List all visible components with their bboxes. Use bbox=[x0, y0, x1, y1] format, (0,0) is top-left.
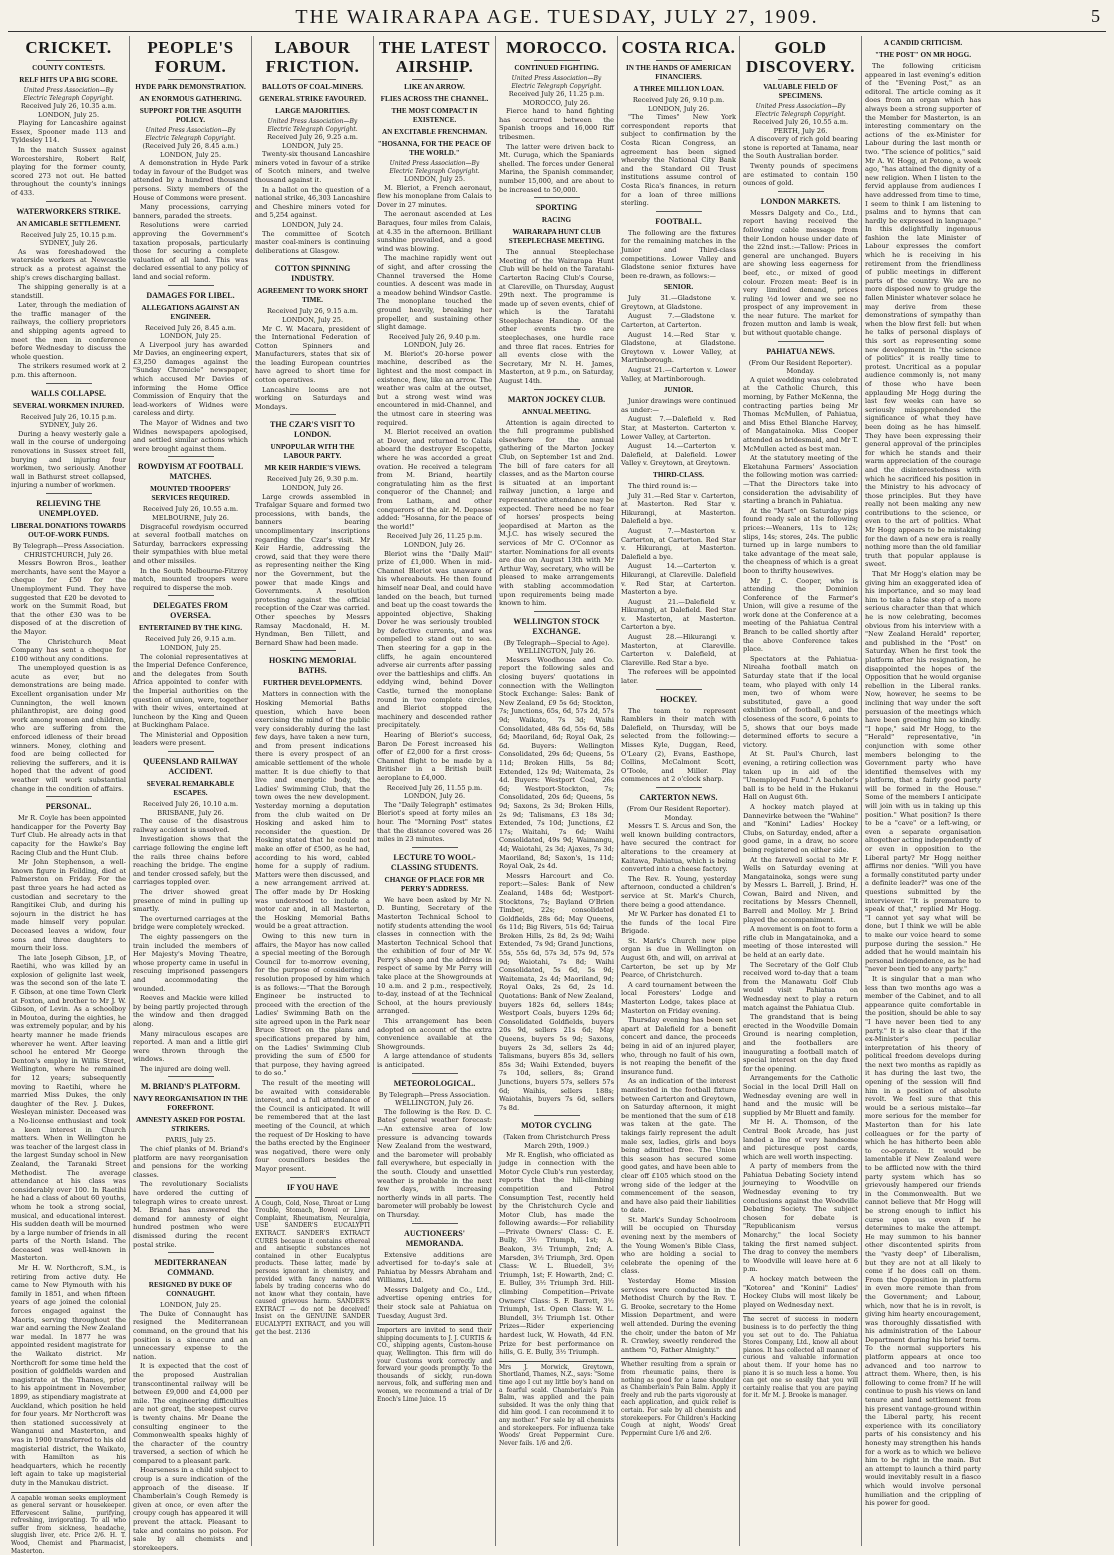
paragraph: The Rev. R. Young, yesterday afternoon, conducted a children's service at St. Mark's Church, there being a good attendance. bbox=[621, 875, 736, 909]
divider bbox=[290, 650, 336, 651]
divider bbox=[534, 389, 580, 390]
subheading: UNPOPULAR WITH THE LABOUR PARTY. bbox=[255, 443, 370, 461]
paragraph: Mr J. C. Cooper, who is attending the Dominion Conference of the Farmer's Union, will give a resume of the work done at the Conference at a meeting of the Pahiatua Central Branch to be called shortly after the above Conference takes place. bbox=[743, 577, 858, 654]
paragraph: August 21.—Dalefield v. Hikurangi, at Dalefield. Red Star v. Masterton, at Masterton. Carterton a bye. bbox=[621, 598, 736, 632]
paragraph: A Liverpool jury has awarded Mr Davies, an engineering expert, £3,250 damages against the "Sunday Chronicle" newspaper, which accused Mr Davies of informing the Home Office Commission of Enquiry that the lead-workers of Widnes were careless and dirty. bbox=[133, 341, 248, 418]
paragraph: That Mr Hogg's elation may be giving him an exaggerated idea of his importance, and so may lead him to take a false step of a more serious character than that which he is now celebrating, becomes obvious from his interview with a "New Zealand Herald" reporter, and published in the "Post" on Saturday. When he first took the platform after his resignation, he disappointed the hopes of the Opposition that he would organise rebellion in the Liberal ranks. Now, however, he seems to be inclining that way under the soft persuasion of the meetings which have been greeting him so kindly. "I hope," said Mr Hogg, to the "Herald" representative, "in conjunction with some other members belonging to the Government party who have identified themselves with my platform, that a fairly good party will be formed in the House." Some of the members I anticipate will join with us in taking up this position." What position? Is there to be a "cave" or a left-wing, or even a separate organisation altogether acting independently of or even in opposition to the Liberal party? Mr Hogg neither affirms nor denies. "Will you have a formally constituted party under a definite leader?" was one of the questions submitted by the interviewer. "It is premature to speak of that," replied Mr Hogg. "I cannot yet say what will be done, but I think we will be able to make our voice heard to some purpose during the session." He added that he would maintain his personal independence, as he had "never been tied to any party." bbox=[865, 570, 981, 974]
paragraph: Hoarseness in a child subject to croup is a sure indication of the approach of the disease. If Chamberlain's Cough Remedy is given at once, or even after the croupy cough has appeared it will prevent the attack. Pleasant to take and contains no poison. For sale by all chemists and storekeepers. bbox=[133, 1466, 248, 1552]
subheading: LARGE MAJORITIES. bbox=[255, 107, 370, 116]
subheading: ALLEGATIONS AGAINST AN ENGINEER. bbox=[133, 304, 248, 322]
paragraph: A party of members from the Pahiatua Debating Society intend journeying to Woodville on Wednesday evening to try conclusions against the Woodville Debating Society. The subject chosen for debate is "Republicanism versus Monarchy," the local Society taking the first named subject. The drag to convey the members to Woodville will leave here at 6 p.m. bbox=[743, 1162, 858, 1274]
paragraph: Fierce hand to hand fighting has occurred between the Spanish troops and 16,000 Riff tribesmen. bbox=[499, 107, 614, 141]
page-number: 5 bbox=[1091, 6, 1100, 27]
paragraph: It is singular that a man who less than two months ago was a member of the Cabinet, and to all appearance quite comfortable in the position, should be able to say "I have never been tied to any party." It is also clear that if the ex-Minister's peculiar interpretation of his theory of political freedom develops during the next two months as rapidly as it has during the last two, the opening of the session will find him in a position of absolute revolt. We feel sure that this would be a serious mistake—far more serious for the member for Masterton than for his late colleagues or for the party of which he has hitherto been able to co-operate. It would be lamentable if New Zealand were to be afflicted now with the third party system which has so grievously hampered our friends in the Commonwealth. But we cannot believe that Mr Hogg will be strong enough to inflict his curse upon us even if he determines to make the attempt. He may summon to his banner other discontented spirits from the "vasty deep" of Liberalism, but they are not at all likely to come if he does call on them. From the Opposition in platform in even more remote than from the Government; and Labour, which, now that he is in revolt, is giving him hearty encouragement, was thoroughly dissatisfied with his administration of the Labour Department during his brief term. To the normal supporters his platform appears at once too advanced and too narrow to attract them. Where, then, is his following to come from? If he will continue to push his views on land tenure and land settlement from his present vantage-ground within the Liberal party, his recent experience with its conciliatory parts of his consistency and his honesty may strengthen his hands for a work as to which we believe him to be right in the main. But an attempt to launch a third party would inevitably result in a fiasco which would involve personal humiliation and the crippling of his power for good. bbox=[865, 975, 981, 1508]
subheading: SEVERAL WORKMEN INJURED. bbox=[11, 402, 126, 411]
paragraph: The revolutionary Socialists have ordered the cutting of telegraph wires to create unrest. M. Briand has answered the demand for amnesty of eight hundred postmen who were dismissed during the recent postal strike. bbox=[133, 1180, 248, 1249]
paragraph: Many processions, carrying banners, paraded the streets. bbox=[133, 203, 248, 220]
subheading: CHANGE OF PLACE FOR MR PERRY'S ADDRESS. bbox=[377, 876, 492, 894]
section-heading: DAMAGES FOR LIBEL. bbox=[133, 291, 248, 301]
divider bbox=[290, 414, 336, 415]
advertisement: A Cough, Cold, Nose, Throat or Lung Trouble, Stomach, Bowel or Liver Complaint, Rheumatism, Neuralgia, USE SANDER'S EUCALYPTI EXTRACT. SANDER'S EXTRACT CURES because it contains ethereal and antiseptic substances not contained in other Eucalyptus products. These latter, made by persons ignorant in chemistry, and provided with fancy names and labels by trading concerns who do not know what they contain, have caused grievous harm. SANDER'S EXTRACT — do not be deceived! Insist on the GENUINE SANDER EUCALYPTI EXTRACT, and you will get the best. 2136 bbox=[255, 1197, 370, 1337]
dateline: LONDON, July 25. bbox=[133, 644, 248, 653]
subheading: COUNTY CONTESTS. bbox=[11, 64, 126, 73]
dateline: Received July 26, 9.10 p.m. bbox=[621, 96, 736, 105]
dateline: Received July 26, 8.45 a.m. bbox=[133, 324, 248, 333]
paragraph: During a heavy westerly gale a wall in the course of undergoing renovations in Sussex street fell, burying and injuring four workmen, two seriously. Another wall in Bathurst street collapsed, injuring a number of workmen. bbox=[11, 430, 126, 490]
paragraph: M. Bleriot received an ovation at Dover, and returned to Calais aboard the destroyer Escopette, where he was accorded a great ovation. He received a telegram from M. Briand, heartily congratulating him as the first conqueror of the Channel; and from Latham, and other conquerors of the air. M. Depasse added: "Hosanna, for the peace of the world!" bbox=[377, 428, 492, 531]
subheading: SEVERAL REMARKABLE ESCAPES. bbox=[133, 780, 248, 798]
paragraph: Extensive additions are advertised for to-day's sale at Pahiatua by Messrs Abraham and Williams, Ltd. bbox=[377, 1251, 492, 1285]
dateline: MELBOURNE, July 26. bbox=[133, 514, 248, 523]
subheading: MOUNTED TROOPERS' SERVICES REQUIRED. bbox=[133, 485, 248, 503]
paragraph: August 21.—Carterton v. Lower Valley, at Martinborough. bbox=[621, 366, 736, 383]
masthead bbox=[0, 0, 1114, 34]
paragraph: M. Bleriot, a French aeronaut, flew his monoplane from Calais to Dover in 27 minutes. bbox=[377, 184, 492, 210]
paragraph: A large attendance of students is anticipated. bbox=[377, 1052, 492, 1069]
divider bbox=[168, 79, 214, 80]
dateline: BRISBANE, July 26. bbox=[133, 809, 248, 818]
divider bbox=[168, 456, 214, 457]
credit-line: United Press Association—By Electric Telegraph Copyright. bbox=[743, 103, 858, 118]
paragraph: In a ballot on the question of a national strike, 46,303 Lancashire and Cheshire miners voted for and 5,254 against. bbox=[255, 186, 370, 220]
paragraph: August 28.—Hikurangi v. Masterton, at Clareville. Carterton v. Dalefield, at Clareville. Red Star a bye. bbox=[621, 633, 736, 667]
paragraph: The "Daily Telegraph" estimates Bleriot's speed at forty miles an hour. The "Morning Post" states that the distance covered was 26 miles in 23 minutes. bbox=[377, 801, 492, 844]
advertisement: Mrs J. Morwick, Greytown, Shortland, Thames, N.Z., says: "Some time ago I cut my little boy's hand on a fearful scald. Chamberlain's Pain Balm, was applied and the pain subsided. It was the only thing that did him good. I can recommend it to any mother." For sale by all chemists and storekeepers. For influenza take Woods' Great Peppermint Cure. Never fails. 1/6 and 2/6. bbox=[499, 1361, 614, 1448]
dateline: LONDON, July 25. bbox=[133, 151, 248, 160]
paragraph: A hockey match played at Dannevirke between the "Wahine" and "Konini" Ladies' Hockey Clubs, on Saturday, ended, after a good game, in a draw, no score being registered on either side. bbox=[743, 803, 858, 855]
divider bbox=[46, 201, 92, 202]
divider bbox=[46, 383, 92, 384]
paragraph: The committee of Scotch master coal-miners is continuing deliberations at Glasgow. bbox=[255, 230, 370, 256]
dateline: LONDON, July 25. bbox=[255, 316, 370, 325]
subheading: AGREEMENT TO WORK SHORT TIME. bbox=[255, 287, 370, 305]
paragraph: The Ministerial and Opposition leaders were present. bbox=[133, 731, 248, 748]
article-headline: MOROCCO. bbox=[499, 38, 614, 57]
section-heading: AUCTIONEERS' MEMORANDA. bbox=[377, 1229, 492, 1249]
paragraph: The aeronaut ascended at Les Baraques, four miles from Calais, at 4.35 in the afternoon. Brilliant sunshine prevailed, and a good wind was blowing. bbox=[377, 210, 492, 253]
subheading: SENIOR. bbox=[621, 283, 736, 292]
section-heading: WELLINGTON STOCK EXCHANGE. bbox=[499, 617, 614, 637]
paragraph: The unemployed question is as acute as ever, but no demonstrations are being made. Excellent organisation under Mr Cunnington, the well known philanthropist, are doing good work among women and children, who are suffering from the enforced idleness of their bread winners. Money, clothing and food are being collected for relieving the sufferers, and it is hoped that the advent of good weather will work substantial change in the condition of affairs. bbox=[11, 664, 126, 793]
divider bbox=[412, 1223, 458, 1224]
dateline: Received July 26, 9.30 p.m. bbox=[255, 475, 370, 484]
paragraph: A card tournament between the local Foresters' Lodge and Masterton Lodge, takes place at Masterton on Friday evening. bbox=[621, 981, 736, 1015]
dateline: Received July 26, 10.10 a.m. bbox=[133, 800, 248, 809]
dateline: SYDNEY, July 26. bbox=[11, 421, 126, 430]
divider bbox=[534, 60, 580, 61]
paragraph: Yesterday Home Mission services were conducted in the Methodist Church by the Rev. T. G. Brooke, secretary to the Home Mission Department, and were well attended. During the evening the choir, under the baton of Mr R. Crawley, sweetly rendered the anthem "O, Father Almighty." bbox=[621, 1277, 736, 1354]
paragraph: The shipping generally is at a standstill. bbox=[11, 283, 126, 300]
advertisement: The secret of success in modern business is to do perfectly the thing you set out to do. The Pahiatua Stores Company, Ltd., know all about pianos. It has collected all manner of curious and valuable information about them. If your home has no piano it is so much less a home. You can get one so easily that you will certainly realise that you are paying for it. Mr M. J. Brooke is manager. bbox=[743, 1313, 858, 1400]
dateline: LONDON, July 25. bbox=[133, 1301, 248, 1310]
subheading: A CANDID CRITICISM. bbox=[865, 39, 981, 48]
column-1 bbox=[8, 36, 130, 1546]
divider bbox=[656, 211, 702, 212]
paragraph: The eighty passengers on the train included the members of Her Majesty's Moving Theatre, whose property came in useful in rescuing imprisoned passengers and accommodating the wounded. bbox=[133, 933, 248, 993]
divider bbox=[656, 60, 702, 61]
dateline: PARIS, July 25. bbox=[133, 1136, 248, 1145]
subheading: AN AMICABLE SETTLEMENT. bbox=[11, 220, 126, 229]
paragraph: The colonial representatives at the Imperial Defence Conference, and the delegates from South Africa appointed to confer with the Imperial authorities on the question of union, were, together with their wives, entertained at luncheon by the King and Queen at Buckingham Palace. bbox=[133, 653, 248, 730]
section-heading: PAHIATUA NEWS. bbox=[743, 347, 858, 357]
paragraph: The Mayor of Widnes and two Widnes newspapers apologised, and settled similar actions which were brought against them. bbox=[133, 419, 248, 453]
paragraph: Twenty-six thousand Lancashire miners voted in favour of a strike of Scotch miners, and twelve thousand against it. bbox=[255, 150, 370, 184]
divider bbox=[656, 787, 702, 788]
paragraph: A demonstration in Hyde Park today in favour of the Budget was attended by a hundred thousand persons. Sixty members of the House of Commons were present. bbox=[133, 159, 248, 202]
divider bbox=[534, 197, 580, 198]
columns bbox=[8, 36, 1106, 1546]
paragraph: Thursday evening has been set apart at Dalefield for a benefit concert and dance, the proceeds being in aid of an injured player, who, through no fault of his own, is not reaping the benefit of the insurance fund. bbox=[621, 1016, 736, 1076]
dateline: By Telegraph—Press Association. CHRISTCHURCH, July 26. bbox=[11, 542, 126, 559]
credit-line: United Press Association—By Electric Telegraph Copyright. bbox=[499, 75, 614, 90]
divider bbox=[778, 341, 824, 342]
paragraph: August 14.—Red Star v. Gladstone, at Gladstone. Greytown v. Lower Valley, at Martinborough. bbox=[621, 331, 736, 365]
divider bbox=[46, 493, 92, 494]
paragraph: Mr C. W. Macara, president of the International Federation of Cotton Spinners and Manufacturers, states that six of the leading European countries have agreed to short time for cotton operatives. bbox=[255, 325, 370, 385]
advertisement: Importers are invited to send their shipping documents to J. J. CURTIS & CO., shipping agents, Custom-house quay, Wellington. This firm will do your Customs work correctly and forward your goods promptly. To the thousands of sickly, run-down nervous, folk, and suffering men and women, we recommend a trial of Dr Enoch's Lime Juice. 15 bbox=[377, 1324, 492, 1403]
subheading: HYDE PARK DEMONSTRATION. bbox=[133, 83, 248, 92]
dateline: Received July 26, 11.25 p.m. bbox=[499, 90, 614, 99]
divider bbox=[46, 60, 92, 61]
paragraph: Reeves and Mackie were killed by being partly projected through the window and then dragged along. bbox=[133, 994, 248, 1028]
article-headline: GOLD DISCOVERY. bbox=[743, 38, 858, 76]
paragraph: The Secretary of the Golf Club received word to-day that a team from the Manawatu Golf Club would visit Pahiatua on Wednesday next to play a return match against the Pahiatua Club. bbox=[743, 961, 858, 1013]
paragraph: The result of the meeting will be awaited with considerable interest, and a full attendance of the Council is anticipated. It will be remembered that at the last meeting of the Council, at which the request of Dr Hosking to have the baths erected by the Engineer was negatived, there were only four councillors besides the Mayor present. bbox=[255, 1079, 370, 1174]
paragraph: St. Mark's Sunday Schoolroom will be occupied on Thursday evening next by the members of the Young Women's Bible Class, who are holding a social to celebrate the opening of the class. bbox=[621, 1216, 736, 1276]
divider bbox=[290, 258, 336, 259]
dateline: Received July 26, 10.15 p.m. bbox=[11, 413, 126, 422]
subheading: LIKE AN ARROW. bbox=[377, 83, 492, 92]
dateline: LONDON, July 26. bbox=[377, 341, 492, 350]
advertisement: A capable woman seeks employment as general servant or housekeeper. Effervescent Saline, purifying, refreshing, invigorating. To all who suffer from sickness, headache, sluggish liver, etc. Price 2/6. H. T. Wood, Chemist and Pharmacist, Masterton. bbox=[11, 1492, 126, 1555]
paragraph: At St. Paul's Church, last evening, a retiring collection was taken up in aid of the "Unemployed Fund." A bachelor's ball is to be held in the Hukanui Hall on August 6th. bbox=[743, 750, 858, 802]
paragraph: Matters in connection with the Hosking Memorial Baths question, which have been exercising the mind of the public very considerably during the last few days, have taken a new turn, and from present indications there is every prospect of an amicable settlement of the whole matter. It is due chiefly to that live and energetic body, the Ladies' Swimming Club, that the town owes the new development. Yesterday morning a deputation from the club waited on Dr Hosking and asked him to reconsider the question. Dr Hosking stated that he could not make an offer of £500, as he had, according to his word, cabled home for a supply of radium. Matters were then discussed, and a new arrangement arrived at. The offer made by Dr Hosking was understood to include a motor car and, in all Masterton, the Hosking Memorial Baths would be a great attraction. bbox=[255, 690, 370, 931]
credit-line: United Press Association—By Electric Telegraph Copyright. bbox=[11, 87, 126, 102]
dateline: Received July 25, 10.15 p.m. bbox=[11, 231, 126, 240]
credit-line: United Press Association—By Electric Telegraph Copyright. bbox=[377, 160, 492, 175]
paragraph: The following criticism appeared in last evening's edition of the "Evening Post," as an editoral. The article coming as it does from an organ which has always been a strong supporter of the Member for Masterton, is an interesting commentary on the actions of the ex-Minister for Labour during the last month or two. "The science of politics," said Mr A. W. Hogg, at Petone, a week ago, "has attained the dignity of a new religion. When I listen to the fervid applause from audiences I have addressed from time to time, I seem to think I am listening to psalms and to hymns that can hardly be expressed in language." In this delightfully ingenuous fashion the late Minister of Labour expresses the comfort which he is receiving in his retirement from the friendliness of public meetings in different parts of the country. We are no more disposed now to grudge the fallen Minister whatever solace he may derive from these demonstrations of sympathy than when the blow first fell: but when he talks of personal displays of this sort as representing some new development in "the science of politics" it is really time to protest. Uncritical as a popular audience commonly is, not many of those who have been applauding Mr Hogg during the last few weeks can have so seriously misapprehended the significance of what they have been doing as he has himself. They have been expressing their general approval of the principles for which he stands and their warm appreciation of the courage and the disinterestedness with which he sacrificed his position in the Ministry to his advocacy of those principles. But they have really not been making any new contributions to the science, or even to the art of politics. What Mr Hogg appears to be mistaking for the dawn of a new era is really nothing more than the old familiar truth that popular applause is sweet. bbox=[865, 62, 981, 569]
column-6 bbox=[618, 36, 740, 1546]
masthead-rule bbox=[8, 31, 1106, 32]
divider bbox=[534, 611, 580, 612]
dateline: LONDON, July 24. bbox=[255, 221, 370, 230]
paragraph: In the South Melbourne-Fitzroy match, mounted troopers were required to disperse the mob. bbox=[133, 567, 248, 593]
paragraph: The strikers resumed work at 2 p.m. this afternoon. bbox=[11, 362, 126, 379]
subheading: IN THE HANDS OF AMERICAN FINANCIERS. bbox=[621, 64, 736, 82]
paragraph: Mr R. English, who officiated as judge in connection with the Motor Cycle Club's run yesterday, reports that the hill-climbing competition and Petrol Consumption Test, recently held by the Christchurch Cycle and Motor Club, has made the following awards:—For reliability—Private Owners' Class: C. E. Bully, 3½ Triumph, 1st; A. Beakon, 3½ Triumph, 2nd; A. Marsden, 3½ Triumph, 3rd. Open Class: W. L. Bluedell, 3½ Triumph, 1st; F. Howarth, 2nd; C. E. Bulley, 3½ Triumph 3rd. Hill-climbing Competition—Private Owners' Class: S. F. Barrett, 3½ Triumph, 1st. Open Class: W. L. Blundell, 3½ Triumph 1st. Other Prizes—Rider experiencing hardest luck, W. Howath, 4d F.N. Prize for best performance on hills, G. E. Bully, 3½ Triumph. bbox=[499, 1151, 614, 1357]
paragraph: A quiet wedding was celebrated at the Catholic Church, this morning, by Father McKenna, the contracting parties being Mr Thomas McMullen, of Pahiatua, and Miss Ethel Blanche Harvey, of Mangatainoka. Miss Cooper attended as bridesmaid, and Mr T. McMullen acted as best man. bbox=[743, 376, 858, 453]
paragraph: Messrs T. S. Arcus and Son, the well known building contractors, have secured the contract for alterations to the creamery at Kaitawa, Pahiatua, which is being converted into a cheese factory. bbox=[621, 822, 736, 874]
paragraph: The chief planks of M. Briand's platform are navy reorganisation and pensions for the working classes. bbox=[133, 1145, 248, 1179]
dateline: LONDON, July 26. bbox=[377, 541, 492, 550]
paragraph: The third round is:— bbox=[621, 482, 736, 491]
dateline: (From Our Resident Reporter). Monday. bbox=[621, 805, 736, 822]
paragraph: In the match Sussex against Worcestershire, Robert Relf, playing for the former county, scored 273 not out. He batted throughout the county's innings of 433. bbox=[11, 146, 126, 198]
paragraph: We have been asked by Mr N. D. Bunting, Secretary of the Masterton Technical School to notify students attending the wool classes in connection with the Masterton Technical School that the exhibition of four of Mr W. Perry's sheep and the address in respect of same by Mr Perry will take place at the Showgrounds at 10 a.m. and 2 p.m., respectively, to-day, instead of at the Technical School, at the hours previously arranged. bbox=[377, 896, 492, 1016]
section-heading: THE CZAR'S VISIT TO LONDON. bbox=[255, 420, 370, 440]
dateline: LONDON, July 26. bbox=[377, 792, 492, 801]
paragraph: Mr H. W. Northcroft, S.M., is retiring from active duty. He came to New Plymouth with his family in 1851, and when fifteen years of age joined the colonial forces engaged against the Maoris, serving throughout the war and earning the New Zealand war medal. In 1877 he was appointed resident magistrate for the Waikato district. Mr Northcroft for some time held the position of goldfields warden and magistrate at the Thames, prior to his appointment in November, 1899, as stipendiary magistrate at Auckland, which position he held for four years. Mr Northcroft was then stationed successively at Wanganui and Masterton, and was in 1900 transferred to his old magisterial district, the Waikato, with Hamilton as his headquarters, which he recently left again to take up magisterial duty in the Manukau district. bbox=[11, 1264, 126, 1487]
paragraph: A movement is on foot to form a rifle club in Mangatainoka, and a meeting of those interested will be held at an early date. bbox=[743, 925, 858, 959]
dateline: Received July 26, 11.25 p.m. bbox=[377, 532, 492, 541]
dateline: Received July 26, 9.40 p.m. bbox=[377, 333, 492, 342]
subheading: CONTINUED FIGHTING. bbox=[499, 64, 614, 73]
credit-line: United Press Association—By Electric Telegraph Copyright. bbox=[133, 127, 248, 142]
section-heading: QUEENSLAND RAILWAY ACCIDENT. bbox=[133, 757, 248, 777]
paragraph: This arrangement has been adopted on account of the extra convenience available at the Showgrounds. bbox=[377, 1017, 492, 1051]
paragraph: Attention is again directed to the full programme published elsewhere for the annual gathering of the Marton Jockey Club, on September 1st and 2nd. The bill of fare caters for all classes, and as the Marton course is situated at an important railway junction, a large and representative attendance may be expected. There need be no fear of horses' prospects being jeopardised at Marton as the M.J.C. has wisely secured the services of Mr C. O'Connor as starter. Nominations for all events are due on August 13th with Mr Arthur Way, secretary, who will be pleased to make arrangements with stabling accommodation upon requirements being made known to him. bbox=[499, 419, 614, 608]
subheading: WAIRARAPA HUNT CLUB STEEPLECHASE MEETING. bbox=[499, 228, 614, 246]
divider bbox=[168, 595, 214, 596]
paragraph: At the farewell social to Mr F. Wells on Saturday evening at Mangatainoka, songs were sung by Messrs L. Barrell, J. Brind, H. Cowan, Baird and Niven, and recitations by Messrs Chennell, Barrell and Molloy. Mr J. Brind played the accompaniment. bbox=[743, 856, 858, 925]
paragraph: The annual Steeplechase Meeting of the Wairarapa Hunt Club will be held on the Taratahi-Carterton Racing Club's Course, at Clareville, on Thursday, August 29th next. The programme is made up of seven events, chief of which is the Taratahi Steeplechase Handicap. Of the other events two are steeplechases, one hurdle race and three flat races. Entries for all events close with the Secretary, Mr N. H. James, Masterton, at 9 p.m., on Saturday, August 14th. bbox=[499, 248, 614, 386]
paragraph: Lancashire looms are not working on Saturdays and Mondays. bbox=[255, 386, 370, 412]
section-heading: PERSONAL. bbox=[11, 802, 126, 812]
paragraph: August 7.—Gladstone v. Carterton, at Carterton. bbox=[621, 312, 736, 329]
column-3 bbox=[252, 36, 374, 1546]
subheading: FURTHER DEVELOPMENTS. bbox=[255, 679, 370, 688]
paragraph: August 14.—Carterton v. Dalefield, at Dalefield. Lower Valley v. Greytown, at Greytown. bbox=[621, 442, 736, 468]
paragraph: Messrs Harcourt and Co. report:—Sales: Bank of New Zealand, 148s 6d; Westport-Stocktons, 7s; Bayland O'Brien Timber, 22s; consolidated Goldfields, 28s 6d; May Queens, 6s 11d; Big Rivers, 51s 6d; Tairua Broken Hills, 2s 8d, 2s 9d; Waihi Extended, 7s 9d; Grand Junctions, 55s, 55s 6d, 57s 3d, 57s 9d, 57s 9d; Waiotahi, 7s 8d; Waihi Consolidated, 5s 6d, 5s 9d; Waitemata, 2s 4d; Maoriland, 9d; Royal Oaks, 2s 6d, 2s 1d. Quotations: Bank of New Zealand, buyers 182s 6d, sellers 184s; Westport Coals, buyers 129s 6d; Consolidated Goldfields, buyers 20s 9d, sellers 21s 6d; May Queens, buyers 5s 9d; Saxons, buyers 2s 3d, sellers 2s 4d; Talismans, buyers 85s 3d, sellers 85s 3d; Waihi Extended, buyers 7s 10d, sellers, 8s; Grand Junctions, buyers 57s, sellers 57s 6d; Waihis, sellers 188s; Waiotahis, buyers 7s 6d, sellers 7s 8d. bbox=[499, 872, 614, 1113]
paragraph: Junior drawings were continued as under:— bbox=[621, 397, 736, 414]
article-headline: CRICKET. bbox=[11, 38, 126, 57]
paragraph: Mr R. Coyle has been appointed handicapper for the Poverty Bay Turf Club. He already acts in that capacity for the Hawke's Bay Racing Club and the Hunt Club. bbox=[11, 814, 126, 857]
paragraph: At the statutory meeting of the Eketahuna Farmers' Association the following motion was carried:—That the Directors take into consideration the advisability of starting a branch in Pahiatua. bbox=[743, 454, 858, 506]
paragraph: Messrs Bowron Bros., leather merchants, have sent the Mayor a cheque for £50 for the Unemployment Fund. They have suggested that £20 be devoted to work on the Summit Road, but that the other £30 was to be disposed of at the discretion of the Mayor. bbox=[11, 559, 126, 636]
dateline: LONDON, July 26. bbox=[255, 484, 370, 493]
paragraph: Mr John Stephenson, a well-known figure in Feilding, died at Palmerston on Friday. For the past three years he had acted as custodian and secretary to the Rangitikei Club, and during his sojourn in the district he has made himself very popular. Deceased leaves a widow, four sons and three daughters to mourn their loss. bbox=[11, 858, 126, 953]
section-heading: DELEGATES FROM OVERSEA. bbox=[133, 601, 248, 621]
paragraph: The driver showed great presence of mind in pulling up smartly. bbox=[133, 888, 248, 914]
section-heading: MEDITERRANEAN COMMAND. bbox=[133, 1258, 248, 1278]
paragraph: The following is the Rev. D. C. Bates' general weather forecast:—An extensive area of low pressure is advancing towards New Zealand from the westward, and the barometer will probably fall everywhere, but especially in the south. Cloudy and unsettled weather is probable in the next few days, with increasing northerly winds in all parts. The barometer will probably be lowest on Thursday. bbox=[377, 1108, 492, 1220]
divider bbox=[412, 847, 458, 848]
dateline: SYDNEY, July 26. bbox=[11, 239, 126, 248]
paragraph: A discovery of rich gold bearing stone is reported at Tanama, near the South Australian border. bbox=[743, 135, 858, 161]
paragraph: July 31.—Gladstone v. Greytown, at Gladstone. bbox=[621, 294, 736, 311]
paragraph: Disgraceful rowdyism occurred at several football matches on Saturday, barrackers expressing their sympathies with blue metal and other missiles. bbox=[133, 523, 248, 566]
divider bbox=[534, 1115, 580, 1116]
paragraph: A hockey match between the "Kotorea" and "Konini" Ladies' Hockey Clubs will most likely be played on Wednesday next. bbox=[743, 1275, 858, 1309]
column-7 bbox=[740, 36, 862, 1546]
paragraph: Later, through the mediation of the traffic manager of the railways, the colliery proprietors and shipping agents agreed to meet the men in conference before Wednesday to discuss the whole question. bbox=[11, 301, 126, 361]
newspaper-title: THE WAIRARAPA AGE. TUESDAY, JULY 27, 1909. bbox=[0, 6, 1114, 29]
paragraph: Playing for Lancashire against Essex, Spooner made 113 and Tyldesley 114. bbox=[11, 119, 126, 145]
divider bbox=[290, 79, 336, 80]
divider bbox=[290, 1177, 336, 1178]
dateline: Received July 26, 10.55 a.m. bbox=[133, 505, 248, 514]
subheading: RESIGNED BY DUKE OF CONNAUGHT. bbox=[133, 1281, 248, 1299]
divider bbox=[168, 1076, 214, 1077]
dateline: Received July 26, 10.35 a.m. bbox=[11, 102, 126, 111]
paragraph: M. Bleriot's 20-horse power machine, described as the lightest and the most compact in existence, flew, like an arrow. The weather was calm at the outset, but a strong west wind was encountered in mid-Channel, and the utmost care in steering was required. bbox=[377, 350, 492, 427]
dateline: Received July 26, 11.55 p.m. bbox=[377, 784, 492, 793]
section-heading: CARTERTON NEWS. bbox=[621, 793, 736, 803]
dateline: (Received July 26, 8.45 a.m.) bbox=[133, 142, 248, 151]
column-4 bbox=[374, 36, 496, 1546]
section-heading: MOTOR CYCLING bbox=[499, 1121, 614, 1131]
divider bbox=[168, 285, 214, 286]
divider bbox=[778, 191, 824, 192]
dateline: (By Telegraph—Special to Age). WELLINGTON, July 26. bbox=[499, 639, 614, 656]
dateline: Received July 26, 10.55 a.m. bbox=[743, 118, 858, 127]
paragraph: Messrs Woodhouse and Co. report the following sales and closing buyers' quotations in connection with the Wellington Stock Exchange: Sales: Bank of New Zealand, £9 5s 6d; Stockton, 7s; Junctions, 65s, 6d, 57s 2d, 57s 9d; Waikato, 7s 3d; Waihi Consolidated, 48s 6d, 55s 6d, 58s 6d; Maoriland, 6d; Royal Oak, 2s 6d. Buyers: Wellington Consolidated, 29s 6d; Queens, 5s 11d; Broken Hills, 5s 8d; Extended, 12s 9d; Waitemata, 2s 4d. Buyers: Westport Coal, 26s 6d; Westport-Stockton, 7s; Consolidated, 20s 6d; Queens, 5s 9d; Saxons, 2s 3d; Broken Hills, 2s 9d; Talismans, £3 18s 3d; Extended, 7s 10d; Junctions, £2 17s; Waitahi, 7s 6d; Waihi Consolidated, 49s 9d; Waimangu, 4d; Waiotahi, 2s 3d; Ajaxes, 7s 3d; Maoriland, 8d; Saxon's, 1s 11d; Royal Oak, 2s 4d. bbox=[499, 656, 614, 871]
dateline: LONDON, July 25. bbox=[377, 175, 492, 184]
paragraph: The referees will be appointed later. bbox=[621, 668, 736, 685]
paragraph: August 14.—Carterton v. Hikurangi, at Clareville. Dalefield v. Red Star, at Carterton. Masterton a bye. bbox=[621, 562, 736, 596]
section-heading: RELIEVING THE UNEMPLOYED. bbox=[11, 499, 126, 519]
column-2 bbox=[130, 36, 252, 1546]
subheading: LIBERAL DONATIONS TOWARDS OUT-OF-WORK FUNDS. bbox=[11, 522, 126, 540]
subheading: MR KEIR HARDIE'S VIEWS. bbox=[255, 464, 370, 473]
paragraph: Owing to this new turn in affairs, the Mayor has now called a special meeting of the Borough Council for to-morrow evening, for the purpose of considering a resolution proposed by him which is as follows:—"That the Borough Engineer be instructed to proceed with the erection of the Ladies' Swimming Bath on the site agreed upon in the Park near Bruce Street on the plans and specifications prepared by him, on the Ladies' Swimming Club providing the sum of £500 for that purpose, they having agreed to do so." bbox=[255, 932, 370, 1078]
divider bbox=[46, 796, 92, 797]
divider bbox=[168, 751, 214, 752]
paragraph: The Duke of Connaught has resigned the Mediterranean command, on the ground that his position is a sinecure and an unnecessary expense to the nation. bbox=[133, 1310, 248, 1362]
paragraph: At the "Mart" on Saturday pigs found ready sale at the following prices:—Weaners, 11s to 12s; slips, 14s; stores, 24s. The public turned up in large numbers to take advantage of the meat sale, the cheapness of which is a great boon to thrifty housewives. bbox=[743, 507, 858, 576]
section-heading: ROWDYISM AT FOOTBALL MATCHES. bbox=[133, 462, 248, 482]
section-heading: WATERWORKERS STRIKE. bbox=[11, 207, 126, 217]
paragraph: The team to represent Ramblers in their match with Dalefield, on Thursday, will be selected from the following:—Misses Kyle, Duggan, Reed, O'Leary (2), Evans, Easthope, Collins, McCalmont Scott, O'Toole, and Miller. Play commences at 2 o'clock sharp. bbox=[621, 707, 736, 784]
divider bbox=[412, 1073, 458, 1074]
paragraph: The Christchurch Meat Company has sent a cheque for £100 without any conditions. bbox=[11, 638, 126, 664]
section-heading: LONDON MARKETS. bbox=[743, 197, 858, 207]
paragraph: Twenty pounds of specimens are estimated to contain 150 ounces of gold. bbox=[743, 162, 858, 188]
dateline: Received July 26, 9.15 a.m. bbox=[255, 307, 370, 316]
subheading: RELF HITS UP A BIG SCORE. bbox=[11, 76, 126, 85]
paragraph: Investigation shows that the carriage following the engine left the rails three chains before reaching the bridge. The engine and tender crossed safely, but the carriages toppled over. bbox=[133, 835, 248, 887]
dateline: (Taken from Christchurch Press March 29th, 1909.) bbox=[499, 1133, 614, 1150]
dateline: LONDON, July 25. bbox=[11, 111, 126, 120]
dateline: Received July 26, 9.15 a.m. bbox=[133, 635, 248, 644]
divider bbox=[168, 1252, 214, 1253]
subheading: ENTERTAINED BY THE KING. bbox=[133, 624, 248, 633]
paragraph: Mr W. Parker has donated £1 to the funds of the local Fire Brigade. bbox=[621, 910, 736, 936]
paragraph: The grandstand that is being erected in the Woodville Domain Ground is nearing completion, and the footballers are inaugurating a football match of special interest on the day fixed for the opening. bbox=[743, 1013, 858, 1073]
subheading: ANNUAL MEETING. bbox=[499, 408, 614, 417]
dateline: MOROCCO, July 26. bbox=[499, 99, 614, 108]
paragraph: Resolutions were carried approving the Government's taxation proposals, particularly those for securing a complete valuation of all land. This was declared essential to any policy of land and social reform. bbox=[133, 221, 248, 281]
paragraph: The cause of the disastrous railway accident is unsolved. bbox=[133, 817, 248, 834]
article-headline: THE LATEST AIRSHIP. bbox=[377, 38, 492, 76]
subheading: "THE POST" ON MR HOGG. bbox=[865, 51, 981, 60]
subheading: AN EXCITABLE FRENCHMAN. bbox=[377, 128, 492, 137]
paragraph: Hearing of Bleriot's success, Baron De Forest increased his offer of £2,000 for a first cross-Channel flight to be made by a Britisher in a British built aeroplane to £4,000. bbox=[377, 731, 492, 783]
section-heading: MARTON JOCKEY CLUB. bbox=[499, 395, 614, 405]
subheading: BALLOTS OF COAL-MINERS. bbox=[255, 83, 370, 92]
divider bbox=[412, 79, 458, 80]
paragraph: Messrs Dalgety and Co., Ltd., report having received the following cable message from their London house under date of the 22nd inst.:—Tallow: Prices in general are unchanged. Buyers are showing less eagerness for beef, etc., or mixed of good colour. Frozen meat: Beef is in very limited demand, prices ruling ½d lower and we see no prospect of any improvement in the near future. The market for frozen mutton and lamb is weak, but without quotable change. bbox=[743, 209, 858, 338]
section-heading: METEOROLOGICAL. bbox=[377, 1079, 492, 1089]
column-8 bbox=[862, 36, 984, 1546]
paragraph: As an indication of the interest manifested in the football fixture between Carterton and Greytown, on Saturday afternoon, it might be mentioned that the sum of £18 was taken at the gate. The takings fairly represent the adult male sex, ladies, girls and boys being admitted free. The Union this season has secured some good gates, and have been able to clear off £105 which stood on the wrong side of the ledger at the commencement of the season, and have also paid their liabilities to date. bbox=[621, 1077, 736, 1215]
section-heading: IF YOU HAVE bbox=[255, 1183, 370, 1193]
subheading: AMNESTY ASKED FOR POSTAL STRIKERS. bbox=[133, 1116, 248, 1134]
paragraph: The late Joseph Gibson, J.P., of Raetihi, who was killed by an explosion of gelignite last week, was the second son of the late T. F. Gibson, at one time Town Clerk at Foxton, and brother to Mr J. W. Gibson, of Levin. As a schoolboy in Moutoa, during the eighties, he was extremely popular, and by his hearty manner he made friends wherever he went. After leaving school he entered Mr George Denton's employ in Willis Street, Wellington, where he remained for 12 years; subsequently moving to Raetihi, where he married Miss Dukes, the only daughter of the Rev. J. Dukes, Wesleyan minister. Deceased was a No-license enthusiast and took a keen interest in Church matters. When in Wellington he was teacher of the largest class in the largest Sunday school in New Zealand, the Taranaki Street Methodist. The average attendance at his class was considerably over 100. In Raetihi he had a class of about 60 youths, whom he took a strong social, musical, and educational interest. His sudden death will be mourned by a large number of friends in all parts of the North Island. The deceased was well-known in Masterton. bbox=[11, 954, 126, 1263]
paragraph: It is expected that the cost of the proposed Australian transcontinental railway will be between £9,000 and £4,000 per mile. The engineering difficulties are not great, the steepest curve is twenty chains. Mr Deane the consulting engineer to the Commonwealth speaks highly of the character of the country traversed, a section of which he compared to a pleasant park. bbox=[133, 1362, 248, 1465]
section-heading: FOOTBALL. bbox=[621, 217, 736, 227]
subheading: FLIES ACROSS THE CHANNEL. bbox=[377, 95, 492, 104]
paragraph: The overturned carriages at the bridge were completely wrecked. bbox=[133, 915, 248, 932]
dateline: LONDON, July 25. bbox=[255, 142, 370, 151]
section-heading: WALLS COLLAPSE. bbox=[11, 389, 126, 399]
section-heading: M. BRIAND'S PLATFORM. bbox=[133, 1082, 248, 1092]
paragraph: Mr H. A. Thomson, of the Central Book Arcade, has just landed a line of very handsome and picturesque post cards, which are well worth inspecting. bbox=[743, 1118, 858, 1161]
paragraph: "The Times" New York correspondent reports that subject to confirmation by the Costa Rican Congress, an agreement has been signed whereby the National City Bank and the Standard Oil Trust institutions assume control of Costa Rica's finances, in return for a loan of three millions sterling. bbox=[621, 113, 736, 208]
dateline: By Telegraph—Press Association. WELLINGTON, July 26. bbox=[377, 1091, 492, 1108]
subheading: VALUABLE FIELD OF SPECIMENS. bbox=[743, 83, 858, 101]
dateline: LONDON, July 26. bbox=[621, 105, 736, 114]
credit-line: United Press Association—By Electric Telegraph Copyright. bbox=[255, 118, 370, 133]
paragraph: Many miraculous escapes are reported. A man and a little girl were thrown through the windows. bbox=[133, 1030, 248, 1064]
subheading: "HOSANNA, FOR THE PEACE OF THE WORLD." bbox=[377, 140, 492, 158]
paragraph: Spectators at the Pahiatua-Nireaha football match on Saturday state that if the local team, who played with only 14 men, two of whom were substituted, gave a good exhibition of football, and the closeness of the score, 6 points to 5, shows that our boys made determined efforts to secure a victory. bbox=[743, 655, 858, 750]
article-headline: PEOPLE'S FORUM. bbox=[133, 38, 248, 76]
dateline: LONDON, July 25. bbox=[133, 332, 248, 341]
paragraph: Bleriot wins the "Daily Mail" prize of £1,000. When in mid-Channel Bleriot was unaware of his whereabouts. He then found himself near Deal, and could have landed on the beach, but turned and beat up the coast towards the appointed objective, Shaking Dover he was seriously troubled by defective currents, and was compelled to stand out to sea. Then steering for a gap in the cliffs, he again encountered adverse air currents after passing over the battleships and cliffs. An eddying wind, behind Dover Castle, turned the monoplane round in two complete circles, and Bleriot stopped the machinery and descended rather precipitately. bbox=[377, 550, 492, 730]
dateline: (From Our Resident Reporter). Monday. bbox=[743, 359, 858, 376]
subheading: RACING bbox=[499, 216, 614, 225]
paragraph: August 7.—Dalefield v. Red Star, at Masterton. Carterton v. Lower Valley, at Carterton. bbox=[621, 415, 736, 441]
subheading: AN ENORMOUS GATHERING. bbox=[133, 95, 248, 104]
subheading: THIRD-CLASS. bbox=[621, 471, 736, 480]
subheading: A THREE MILLION LOAN. bbox=[621, 85, 736, 94]
subheading: THE MOST COMPACT IN EXISTENCE. bbox=[377, 107, 492, 125]
section-heading: LECTURE TO WOOL-CLASSING STUDENTS. bbox=[377, 853, 492, 873]
divider bbox=[778, 79, 824, 80]
paragraph: The latter were driven back to Mt. Curuga, which the Spaniards shelled. The forces under General Marina, the Spanish commander, number 15,000, and are about to be increased to 50,000. bbox=[499, 143, 614, 195]
paragraph: August 7.—Masterton v. Carterton, at Carterton. Red Star v. Hikurangi, at Masterton. Dalefield a bye. bbox=[621, 527, 736, 561]
advertisement: Whether resulting from a sprain or from rheumatic pains, there is nothing as good for a lame shoulder as Chamberlain's Pain Balm. Apply it freely and rub the parts vigorously at each application, and quick relief is certain. For sale by all chemists and storekeepers. For Children's Hacking Cough at night, Woods' Great Peppermint Cure 1/6 and 2/6. bbox=[621, 1358, 736, 1437]
divider bbox=[656, 689, 702, 690]
paragraph: As was foreshadowed the waterside workers at Newcastle struck as a protest against the ship's crews discharging ballast. bbox=[11, 248, 126, 282]
section-heading: COTTON SPINNING INDUSTRY. bbox=[255, 264, 370, 284]
section-heading: SPORTING bbox=[499, 203, 614, 213]
paragraph: The machine rapidly went out of sight, and after crossing the Channel traversed the Home counties. A descent was made in a meadow behind Windsor Castle. The monoplane touched the ground heavily, breaking her propeller, and sustaining other slight damage. bbox=[377, 254, 492, 331]
dateline: Received July 26, 9.25 a.m. bbox=[255, 133, 370, 142]
paragraph: St. Mark's Church new pipe organ is due in Wellington on August 6th, and will, on arrival at Carterton, be set up by Mr Pearce, of Christchurch. bbox=[621, 937, 736, 980]
subheading: SUPPORT FOR THE ASQUITH POLICY. bbox=[133, 107, 248, 125]
dateline: PERTH, July 26. bbox=[743, 127, 858, 136]
paragraph: Messrs Dalgety and Co., Ltd., advertise opening entries for their stock sale at Pahiatua on Tuesday, August 3rd. bbox=[377, 1286, 492, 1320]
subheading: NAVY REORGANISATION IN THE FOREFRONT. bbox=[133, 1095, 248, 1113]
paragraph: The following are the fixtures for the remaining matches in the Junior and Third-class competitions. Lower Valley and Gladstone senior fixtures have been re-drawn, as follows:— bbox=[621, 229, 736, 281]
section-heading: HOCKEY. bbox=[621, 695, 736, 705]
section-heading: HOSKING MEMORIAL BATHS. bbox=[255, 656, 370, 676]
paragraph: Arrangements for the Catholic Social in the local Drill Hall on Wednesday evening are well in hand and the music will be supplied by Mr Bluett and family. bbox=[743, 1074, 858, 1117]
article-headline: COSTA RICA. bbox=[621, 38, 736, 57]
paragraph: Large crowds assembled in Trafalgar Square and formed two processions, with bands, the banners bearing uncomplimentary inscriptions regarding the Czar's visit. Mr Keir Hardie, addressing the crowd, said that they were there as representing neither the King nor the Government, but the power that made Kings and Governments. A resolution protesting against the official reception of the Czar was carried. Other speeches by Messrs Ramsay Macdonald, H. M. Hyndman, Ben Tillett, and Bernard Shaw had been made. bbox=[255, 493, 370, 648]
subheading: JUNIOR. bbox=[621, 386, 736, 395]
article-headline: LABOUR FRICTION. bbox=[255, 38, 370, 76]
column-5 bbox=[496, 36, 618, 1546]
paragraph: July 31.—Red Star v. Carterton, at Masterton. Red Star v. Hikurangi, at Masterton. Dalefield a bye. bbox=[621, 492, 736, 526]
paragraph: The injured are doing well. bbox=[133, 1065, 248, 1074]
subheading: GENERAL STRIKE FAVOURED. bbox=[255, 95, 370, 104]
